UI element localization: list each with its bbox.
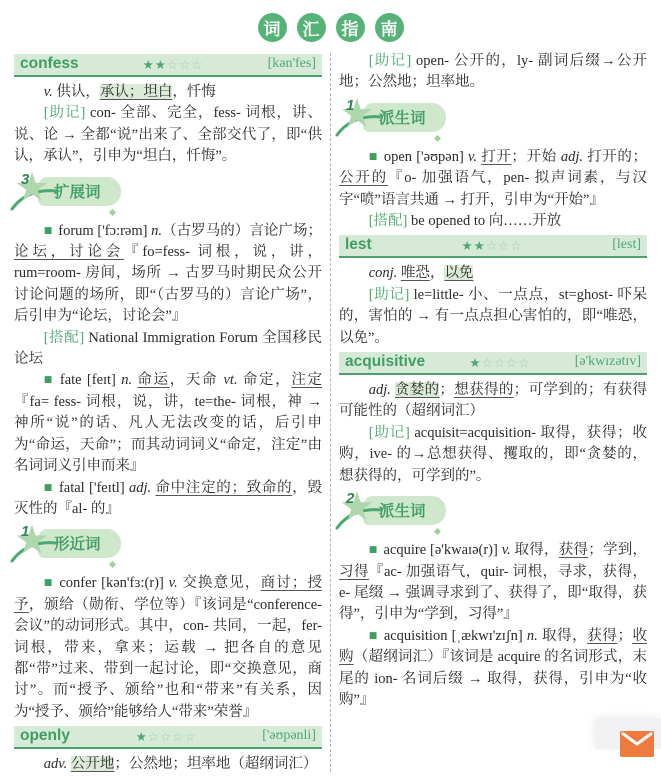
section-label: 扩展词 [38,177,121,206]
text-run: （超纲词汇）『该词是 acquire 的名词形式，末尾的 ion- 名词后缀 → 取得，获得，引申为“收购”』 [339,649,647,708]
underlined-term: 打开 [481,148,512,165]
text-run: 交换意见， [182,575,261,592]
page-title [0,0,661,51]
section-banner-派生词 [339,96,647,138]
phonetic: [kən'fes] [267,56,316,71]
text-run: ， [429,265,445,282]
text-run: con- 全部、完全，fess- 词根，讲、说、论 → 全都“说”出来了、全部交代了，即“供认，承认”，引申为“坦白，忏悔”。 [14,105,322,165]
section-label: 派生词 [363,103,446,132]
section-banner-形近词 [14,523,322,564]
pos-abbrev: n. [526,627,543,644]
left-column [14,51,322,776]
entry-word: lest [345,236,372,254]
star-filled-icon: ★★ [461,237,486,253]
text-run: ，忏悔 [172,84,216,100]
pos-abbrev: adj. [560,148,588,165]
pos-abbrev: n. [151,222,163,239]
star-empty-icon: ☆☆☆ [167,56,204,72]
text-run: 『fo=fess- 词根，说，讲，rum=room- 房间，场所 → 古罗马时期民众公开讨论问题的场所，即“（古罗马的）言论广场”，后引申为“论坛，讨论会”』 [14,244,322,325]
forum-collocation [14,328,322,371]
section-dot-icon [434,528,441,535]
confess-definition [14,82,322,103]
text-run: ，颁给（勋衔、学位等）『该词是“conference-会议”的动词形式。其中，con- 共同，一起，fer- 词根，带来，拿来；运载 → 把各自的意见都“带”过来、带到一起讨论，即“交换意见，商讨”。而“授予、颁给”也和“带来”有关系，因为“授予、颁给”能够给人“带来”荣誉』 [14,596,322,720]
section-dot-icon [434,135,441,142]
section-banner-派生词 [339,490,647,531]
text-run: ；公然地；坦率地（超纲词汇） [114,756,318,773]
title-char-circle: 汇 [297,13,326,42]
floating-widget[interactable] [595,718,661,749]
green-label: [助记] [368,286,414,303]
text-run: be opened to 向……开放 [411,213,562,230]
pos-abbrev: v. [501,542,515,559]
text-run: ； [439,382,454,399]
star-empty-icon: ☆☆☆☆ [147,728,197,744]
green-label: [助记] [43,105,91,122]
phonetic: [lest] [612,237,641,253]
star-empty-icon: ☆☆☆ [485,237,523,253]
section-number: 1 [21,523,30,541]
bullet-square-icon: ■ [368,151,378,162]
star-rating [79,57,268,72]
lest-mnemonic [339,285,647,349]
fate-item [14,370,322,477]
confess-mnemonic [14,103,322,167]
entry-word: acquisitive [345,353,426,371]
two-column-layout [0,51,661,776]
text-run: ；开始 [511,148,561,165]
underlined-term: 想获得的 [453,382,514,399]
bullet-square-icon: ■ [368,630,378,641]
bullet-square-icon: ■ [43,578,54,589]
pos-abbrev: vt. [223,372,243,389]
title-char-circle: 南 [375,13,404,42]
text-run: 取得， [542,627,588,644]
text-run: （古罗马的）言论广场； [162,222,322,239]
star-empty-icon: ☆☆☆☆ [481,354,531,370]
entry-header-confess [14,54,322,77]
section-number: 2 [346,490,355,508]
acquire-item [339,540,647,626]
entry-header-acquisitive [339,352,647,375]
text-run: open- 公开的，ly- 副词后缀→公开地；公然地；坦率地。 [339,53,647,91]
star-rating [70,729,262,744]
entry-header-openly [14,726,322,749]
title-char-circle: 指 [336,13,365,42]
open-collocation [339,211,647,232]
text-run: acquisition [ˌækwɪ'zɪʃn] [383,627,527,644]
text-run: ，毁灭性的『al- 的』 [14,479,322,517]
phonetic: ['əʊpənli] [262,728,316,744]
star-filled-icon: ★ [469,354,482,370]
openly-definition [14,754,322,775]
underlined-term: 论坛，讨论会 [14,244,125,261]
section-number: 1 [346,96,355,114]
green-label: [助记] [368,424,415,441]
bullet-square-icon: ■ [43,482,53,493]
entry-header-lest [339,235,647,258]
underlined-term: 收购 [339,627,648,666]
highlighted-term: 贪婪的 [394,382,440,399]
section-dot-icon [109,209,116,216]
text-run: 打开的； [587,148,648,165]
fatal-item [14,478,322,521]
underlined-term: 习得 [339,563,369,580]
star-filled-icon: ★ [135,728,148,744]
text-run: forum ['fɔ:rəm] [58,222,152,239]
text-run: le=little- 小、一点点，st=ghost- 吓呆的，害怕的 → 有一点点担心害怕的，即“唯恐，以免”。 [339,286,647,346]
entry-word: confess [20,55,79,72]
section-label: 派生词 [363,496,446,525]
text-run: fate [feɪt] [59,372,122,389]
section-label: 形近词 [38,529,121,558]
acquisition-item [339,626,647,712]
pos-abbrev: adv. [43,756,71,773]
phonetic: [ə'kwɪzətɪv] [574,354,641,370]
star-rating [425,355,575,370]
green-label: [助记] [368,53,417,69]
pos-abbrev: n. [121,372,138,389]
title-char-circle: 词 [258,13,287,42]
highlighted-term: 承认；坦白 [99,84,173,100]
openly-mnemonic [339,51,647,94]
underlined-term: 注定 [291,372,323,389]
green-label: [搭配] [368,213,412,230]
star-rating [372,238,613,253]
highlighted-term: 公开地 [70,756,115,773]
underlined-term: 获得 [587,627,618,644]
pos-abbrev: adj. [128,479,156,496]
pos-abbrev: v. [468,148,482,165]
text-run: fatal ['feɪtl] [58,479,129,496]
pos-abbrev: adj. [368,382,395,399]
bullet-square-icon: ■ [368,545,378,556]
right-column [339,51,647,776]
underlined-term: 商讨；授予 [14,575,322,613]
text-run: National Immigration Forum 全国移民论坛 [14,329,322,368]
section-number: 3 [21,170,30,188]
text-run: 『ac- 加强语气，quir- 词根，寻求，获得，e- 尾缀 → 强调寻求到了、获得了，即“取得，获得”，引申为“学到，习得”』 [339,563,647,623]
pos-abbrev: v. [43,84,57,100]
star-filled-icon: ★★ [142,56,167,72]
text-run: 取得， [514,542,559,559]
forum-item [14,221,322,328]
highlighted-term: 以免 [444,265,474,282]
acquisitive-definition [339,380,647,423]
text-run: ； [617,627,632,644]
text-run: 供认， [56,84,100,100]
confer-item [14,573,322,723]
underlined-term: 命中注定的；致命的 [155,479,293,496]
bullet-square-icon: ■ [43,375,54,386]
text-run: open ['əʊpən] [383,148,469,165]
text-run: ，天命 [169,372,224,389]
underlined-term: 获得 [558,542,589,559]
text-run: ；学到， [588,542,647,559]
envelope-icon[interactable] [620,731,654,757]
text-run: 『o- 加强语气，pen- 拟声词素，与汉字“喷”语言共通 → 打开，引申为“开始”』 [339,170,648,208]
acquisitive-mnemonic [339,423,647,487]
text-run: ；可学到的；有获得可能性的（超纲词汇） [339,382,648,420]
section-dot-icon [109,561,116,568]
pos-abbrev: v. [168,575,183,592]
column-divider [330,53,331,772]
text-run: confer [kən'fɜ:(r)] [59,575,169,592]
underlined-term: 唯恐 [400,265,430,282]
pos-abbrev: conj. [368,265,401,282]
text-run: acquire [ə'kwaɪə(r)] [383,542,502,559]
entry-word: openly [20,727,70,745]
text-run: 『fa= fess- 词根，说，讲，te=the- 词根，神 → 神所“说”的话、凡人无法改变的话，后引申为“命运，天命”；而其动词词义“命定，注定”由名词词义引申而来』 [14,393,322,475]
underlined-term: 公开的 [339,170,388,187]
bullet-square-icon: ■ [43,225,53,236]
lest-definition [339,263,647,284]
green-label: [搭配] [43,329,89,346]
section-banner-扩展词 [14,170,322,212]
text-run: 命定， [242,372,292,389]
open-item [339,147,647,211]
underlined-term: 命运 [137,372,170,389]
text-run: acquisit=acquisition- 取得，获得；收购，ive- 的→总想获得、攫取的，即“贪婪的，想获得的，可学到的”。 [339,424,647,484]
